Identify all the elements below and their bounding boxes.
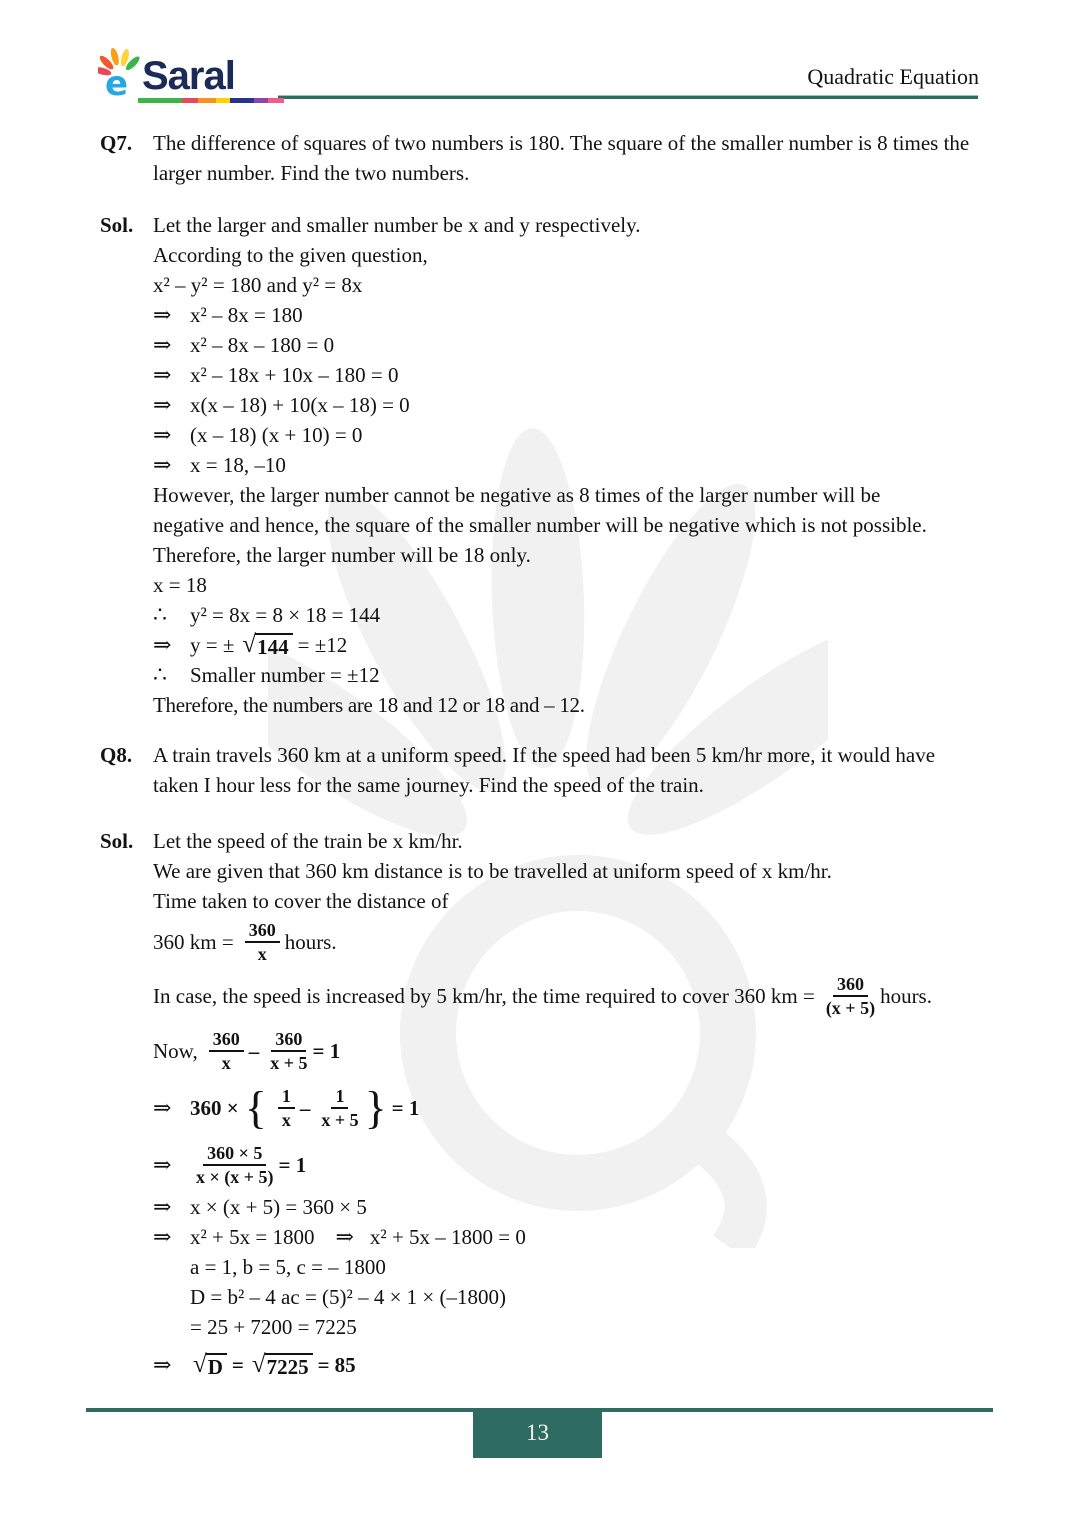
page-number-badge: [473, 1408, 602, 1458]
brand-underline: [138, 98, 288, 103]
brace-close: }: [364, 1082, 387, 1133]
radical: [252, 1353, 313, 1377]
math-step: [153, 660, 986, 690]
math-expression: 360 ×: [190, 1096, 239, 1120]
fraction: $\frac{1}{x}$: [278, 1086, 295, 1130]
math-step: [153, 420, 986, 450]
math-expression: Smaller number = ±12: [190, 663, 380, 687]
header-rule: [278, 95, 978, 99]
q8-sol-label: Sol.: [100, 829, 134, 853]
math-line: D = b² – 4 ac = (5)² – 4 × 1 × (–1800): [190, 1285, 506, 1309]
math-line: = 25 + 7200 = 7225: [190, 1315, 357, 1339]
equation-with-fraction: [153, 1138, 986, 1192]
paragraph-line: Therefore, the larger number will be 18 only.: [153, 543, 531, 567]
equals-sign: =: [231, 1353, 244, 1377]
implies-icon: ⇒: [153, 302, 172, 327]
q8-solution-block: [100, 826, 986, 916]
logo-e-letter: e: [105, 64, 129, 98]
paragraph-line: negative and hence, the square of the smaller number will be negative which is not possible.: [153, 513, 927, 537]
q7-paragraph: [153, 480, 986, 570]
q7-solution-block: [100, 210, 986, 300]
radicand: D: [206, 1353, 227, 1377]
fraction: $\frac{360}{(x + 5)}$: [825, 974, 876, 1018]
math-expression: x × (x + 5) = 360 × 5: [190, 1195, 367, 1219]
math-expression: y² = 8x = 8 × 18 = 144: [190, 603, 381, 627]
math-step: [153, 1222, 986, 1252]
implies-icon: ⇒: [335, 1224, 354, 1249]
math-expression: x = 18, –10: [190, 453, 286, 477]
implies-icon: ⇒: [153, 452, 172, 477]
math-result: 85: [334, 1353, 356, 1377]
math-expression: 360 km =: [153, 930, 234, 954]
q7-sol-line: According to the given question,: [153, 243, 428, 267]
fraction: $\frac{360}{x}$: [209, 1029, 244, 1073]
math-expression: x² + 5x – 1800 = 0: [369, 1225, 526, 1249]
math-expression: x(x – 18) + 10(x – 18) = 0: [190, 393, 410, 417]
q7-x-value: x = 18: [153, 573, 207, 597]
q7-label: Q7.: [100, 131, 133, 155]
math-step: [153, 1192, 986, 1222]
sqrt-icon: √: [242, 631, 257, 658]
q7-conclusion: Therefore, the numbers are 18 and 12 or 18 and – 12.: [153, 693, 585, 717]
q7-question-line: The difference of squares of two numbers is 180. The square of the smaller number is 8 times the: [153, 131, 970, 155]
implies-icon: ⇒: [153, 332, 172, 357]
math-expression: = ±12: [297, 633, 348, 657]
q8-question-line: taken I hour less for the same journey. Find the speed of the train.: [153, 773, 704, 797]
minus-sign: –: [299, 1096, 311, 1120]
q7-sol-line: Let the larger and smaller number be x and y respectively.: [153, 213, 641, 237]
page-title: Quadratic Equation: [807, 64, 979, 89]
paragraph-line: However, the larger number cannot be negative as 8 times of the larger number will be: [153, 483, 881, 507]
math-step: [153, 300, 986, 330]
implies-icon: ⇒: [153, 1194, 172, 1219]
implies-icon: ⇒: [153, 1095, 172, 1120]
math-expression: = 1: [312, 1039, 341, 1063]
therefore-icon: ∴: [153, 662, 167, 687]
math-expression: x² – 8x – 180 = 0: [190, 333, 335, 357]
sqrt-icon: √: [251, 1351, 266, 1378]
q7-question-block: [100, 128, 986, 188]
fraction: $\frac{360}{x + 5}$: [270, 1029, 308, 1073]
q7-sol-label: Sol.: [100, 213, 134, 237]
math-line: a = 1, b = 5, c = – 1800: [190, 1255, 386, 1279]
fraction: $\frac{360}{x}$: [245, 920, 280, 964]
math-expression: In case, the speed is increased by 5 km/hr, the time required to cover 360 km =: [153, 984, 815, 1008]
equation-with-fraction: [153, 968, 986, 1024]
q8-sol-line: Let the speed of the train be x km/hr.: [153, 829, 463, 853]
math-expression: y = ±: [190, 633, 235, 657]
therefore-icon: ∴: [153, 602, 167, 627]
math-step: [153, 360, 986, 390]
math-expression: Now,: [153, 1039, 198, 1063]
radicand: 7225: [265, 1353, 313, 1377]
equals-sign: =: [317, 1353, 330, 1377]
math-expression: = 1: [278, 1153, 307, 1177]
fraction: $\frac{360 \times 5}{x \times (x + 5)}$: [196, 1143, 274, 1187]
implies-icon: ⇒: [153, 1224, 172, 1249]
math-step: [153, 330, 986, 360]
math-step: [153, 390, 986, 420]
math-expression: x² + 5x = 1800: [190, 1225, 315, 1249]
q8-question-block: [100, 740, 986, 800]
implies-icon: ⇒: [153, 1352, 172, 1377]
esaral-hand-icon: [98, 46, 142, 98]
logo-brand-text: Saral: [142, 54, 235, 98]
math-expression: x² – 8x = 180: [190, 303, 303, 327]
q8-sol-line: Time taken to cover the distance of: [153, 889, 449, 913]
math-expression: hours.: [880, 984, 932, 1008]
esaral-logo: [98, 46, 235, 98]
math-expression: (x – 18) (x + 10) = 0: [190, 423, 363, 447]
equation-with-fraction: [153, 1078, 986, 1138]
equation-with-fraction: [153, 1024, 986, 1078]
minus-sign: –: [248, 1039, 260, 1063]
equation-with-fraction: [153, 916, 986, 968]
document-content: [100, 128, 986, 1384]
q7-sol-line: x² – y² = 180 and y² = 8x: [153, 273, 363, 297]
math-expression: x² – 18x + 10x – 180 = 0: [190, 363, 399, 387]
implies-icon: ⇒: [153, 362, 172, 387]
q8-sol-line: We are given that 360 km distance is to be travelled at uniform speed of x km/hr.: [153, 859, 832, 883]
math-step-radical: [153, 630, 986, 660]
math-step-radical: [153, 1346, 986, 1384]
sqrt-icon: √: [193, 1351, 207, 1378]
implies-icon: ⇒: [153, 422, 172, 447]
fraction: $\frac{1}{x + 5}$: [321, 1086, 359, 1130]
math-expression: hours.: [284, 930, 337, 954]
brace-open: {: [244, 1082, 267, 1133]
radicand: 144: [255, 633, 293, 657]
page-number: 13: [526, 1420, 549, 1445]
implies-icon: ⇒: [153, 1152, 172, 1177]
implies-icon: ⇒: [153, 632, 172, 657]
radical: [242, 633, 292, 657]
math-step: [153, 600, 986, 630]
implies-icon: ⇒: [153, 392, 172, 417]
q8-label: Q8.: [100, 743, 133, 767]
q8-question-line: A train travels 360 km at a uniform speed. If the speed had been 5 km/hr more, it would have: [153, 743, 936, 767]
q7-question-line: larger number. Find the two numbers.: [153, 161, 470, 185]
math-step: [153, 450, 986, 480]
math-expression: = 1: [391, 1096, 420, 1120]
radical: [193, 1353, 227, 1377]
